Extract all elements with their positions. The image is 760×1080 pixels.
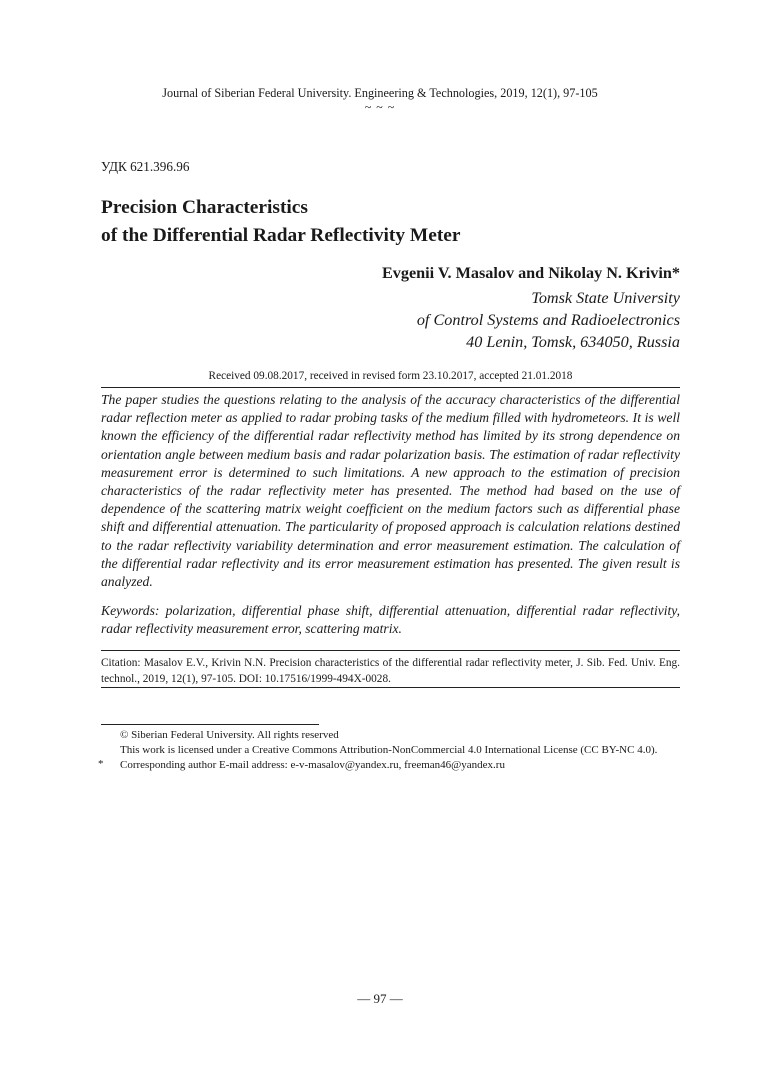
affiliation-line-3: 40 Lenin, Tomsk, 634050, Russia	[466, 333, 680, 351]
page-number: — 97 —	[357, 991, 403, 1006]
received-dates: Received 09.08.2017, received in revised form 23.10.2017, accepted 21.01.2018	[208, 370, 573, 382]
footnote-copyright: © Siberian Federal University. All rights reserved	[120, 729, 339, 741]
footnote-corresponding: Corresponding author E-mail address: e-v-masalov@yandex.ru, freeman46@yandex.ru	[120, 759, 505, 771]
rule-below-citation	[101, 687, 680, 688]
keywords: Keywords: polarization, differential phase shift, differential attenuation, differential radar reflectivity, radar reflectivity measurement error, scattering matrix.	[101, 603, 680, 637]
footnote-license: This work is licensed under a Creative Commons Attribution-NonCommercial 4.0 International License (CC BY-NC 4.0).	[120, 744, 658, 756]
rule-above-abstract	[101, 387, 680, 388]
paper-title-line-2: of the Differential Radar Reflectivity Meter	[101, 225, 461, 246]
affiliation-line-1: Tomsk State University	[531, 289, 680, 307]
journal-header: Journal of Siberian Federal University. Engineering & Technologies, 2019, 12(1), 97-105	[162, 86, 598, 100]
paper-title-line-1: Precision Characteristics	[101, 197, 308, 218]
paper-title	[101, 194, 460, 250]
footnote-star: *	[98, 758, 104, 770]
authors: Evgenii V. Masalov and Nikolay N. Krivin*	[381, 264, 680, 282]
affiliation-line-2: of Control Systems and Radioelectronics	[416, 311, 680, 329]
footnote-rule	[101, 724, 319, 725]
udc-code: УДК 621.396.96	[101, 159, 190, 174]
header-ornament: ~ ~ ~	[364, 100, 396, 114]
rule-above-citation	[101, 650, 680, 651]
citation: Citation: Masalov E.V., Krivin N.N. Precision characteristics of the differential radar reflectivity meter, J. Sib. Fed. Univ. Eng. technol., 2019, 12(1), 97-105. DOI: 10.17516/1999-494X-0028.	[101, 657, 680, 685]
affiliation	[417, 287, 680, 353]
abstract: The paper studies the questions relating to the analysis of the accuracy characteristics of the differential radar reflection meter as applied to radar probing tasks of the medium filled with hydrometeors. It is well known the efficiency of the differential radar reflectivity method has limited by its strong dependence on orientation angle between medium basis and radar polarization basis. The estimation of radar reflectivity measurement error is determined to such limitations. A new approach to the estimation of precision characteristics of the radar reflectivity meter has presented. The method had based on the use of dependence of the scattering matrix weight coefficient on the medium factors such as differential phase shift and differential attenuation. The particularity of proposed approach is calculation relations destined to the radar reflectivity variability determination and error measurement estimation. The calculation of the differential radar reflectivity and its error measurement estimation has presented. The given result is analyzed.	[101, 392, 680, 590]
